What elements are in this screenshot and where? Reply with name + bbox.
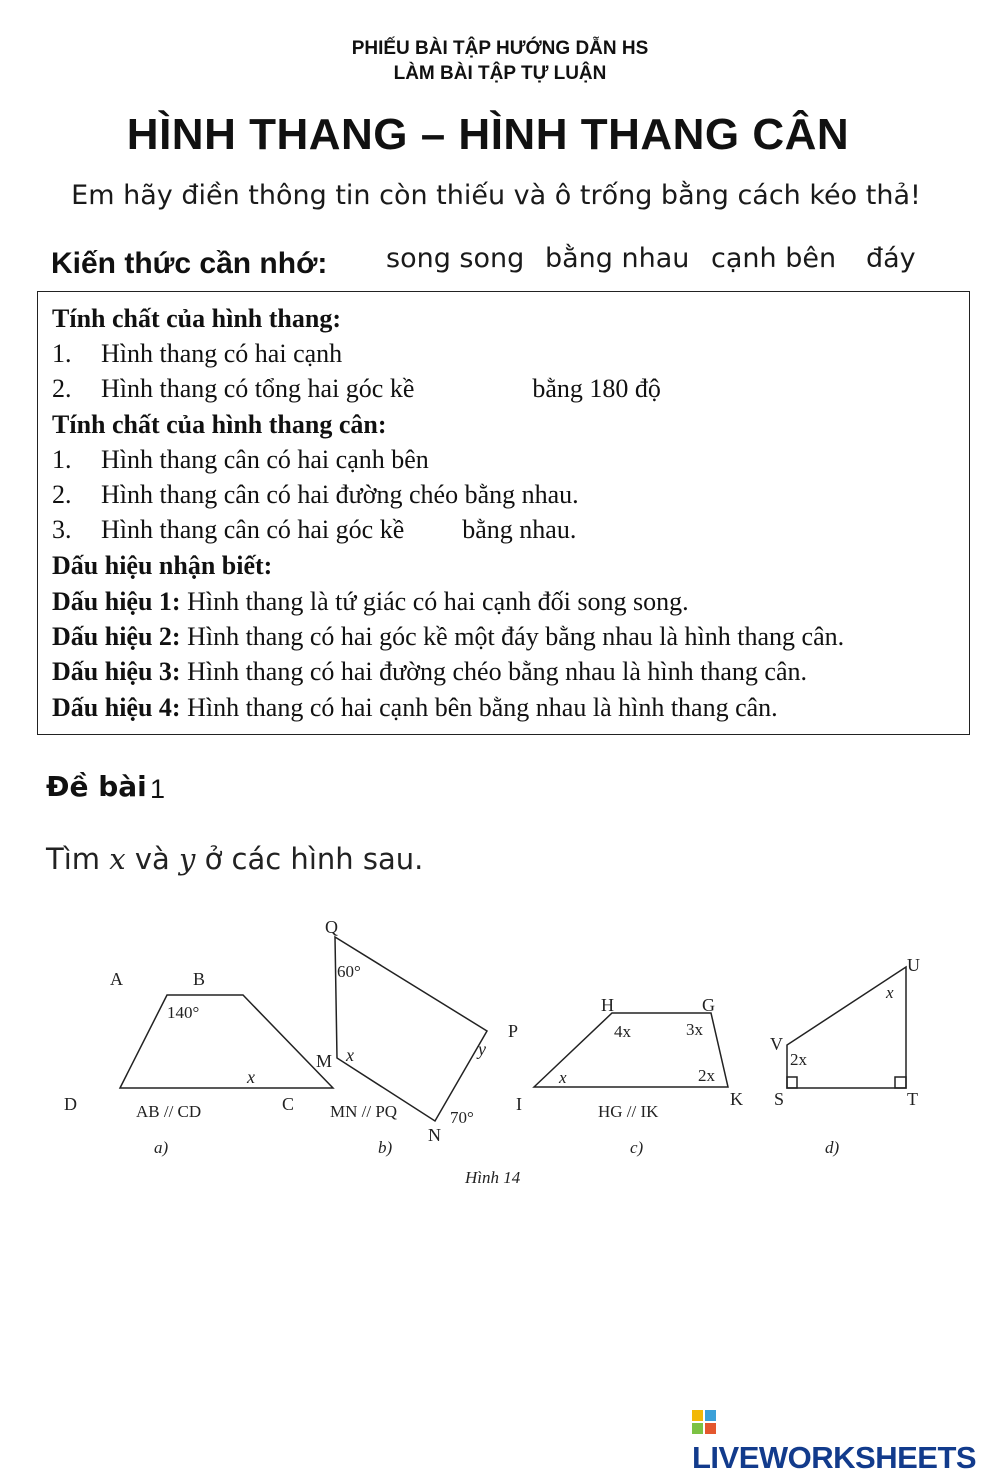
isosceles-property-3: 3. Hình thang cân có hai góc kề bằng nhau.	[52, 515, 577, 544]
exercise-number: 1	[150, 774, 166, 804]
exercise-heading: Đề bài	[46, 770, 147, 803]
label-v: V	[770, 1034, 783, 1054]
label-m: M	[316, 1051, 333, 1071]
caption-c: c)	[630, 1138, 644, 1157]
note-mn-pq: MN // PQ	[330, 1102, 398, 1121]
property-1: 1. Hình thang có hai cạnh	[52, 337, 499, 371]
sign-2: Dấu hiệu 2: Hình thang có hai góc kề một đáy bằng nhau là hình thang cân.	[52, 622, 845, 651]
label-n: N	[428, 1125, 441, 1145]
isosceles-property-2: 2. Hình thang cân có hai đường chéo bằng nhau.	[52, 480, 579, 509]
sign-1: Dấu hiệu 1: Hình thang là tứ giác có hai cạnh đối song song.	[52, 587, 689, 616]
label-b: B	[193, 969, 206, 989]
note-ab-cd: AB // CD	[136, 1102, 202, 1121]
label-g: G	[702, 995, 715, 1015]
header-line-2: LÀM BÀI TẬP TỰ LUẬN	[393, 63, 607, 84]
sign-3: Dấu hiệu 3: Hình thang có hai đường chéo bằng nhau là hình thang cân.	[52, 657, 807, 686]
angle-p-value: y	[478, 1039, 486, 1059]
box-heading-properties: Tính chất của hình thang:	[52, 304, 341, 333]
right-angle-mark-t	[895, 1077, 906, 1088]
angle-g-value: 3x	[686, 1020, 703, 1039]
caption-d: d)	[825, 1138, 840, 1157]
drag-chip-song-song[interactable]: song song	[386, 243, 525, 274]
sign-4: Dấu hiệu 4: Hình thang có hai cạnh bên bằng nhau là hình thang cân.	[52, 693, 778, 722]
drop-zone-4[interactable]	[411, 514, 456, 542]
angle-n-value: 70°	[450, 1108, 474, 1127]
angle-c-value: x	[247, 1067, 255, 1087]
trapezoid-abcd	[120, 995, 333, 1088]
box-heading-isosceles: Tính chất của hình thang cân:	[52, 410, 387, 439]
angle-q-value: 60°	[337, 962, 361, 981]
label-p: P	[508, 1021, 519, 1041]
exercise-task: Tìm x và y ở các hình sau.	[46, 842, 424, 876]
label-i: I	[516, 1094, 522, 1114]
caption-b: b)	[378, 1138, 393, 1157]
label-a: A	[110, 969, 123, 989]
property-2: 2. Hình thang có tổng hai góc kề bằng 180 độ	[52, 374, 661, 403]
box-heading-signs: Dấu hiệu nhận biết:	[52, 551, 273, 580]
knowledge-box	[37, 291, 970, 735]
caption-a: a)	[154, 1138, 169, 1157]
label-k: K	[730, 1089, 743, 1109]
angle-k-value: 2x	[698, 1066, 715, 1085]
right-angle-mark-s	[787, 1077, 797, 1088]
label-d: D	[64, 1094, 77, 1114]
figure-caption: Hình 14	[465, 1168, 521, 1187]
drag-chip-day[interactable]: đáy	[866, 243, 916, 274]
label-q: Q	[325, 917, 338, 937]
knowledge-label: Kiến thức cần nhớ:	[51, 247, 328, 280]
header-line-1: PHIẾU BÀI TẬP HƯỚNG DẪN HS	[351, 38, 649, 59]
label-s: S	[774, 1089, 785, 1109]
label-h: H	[601, 995, 614, 1015]
drop-zone-2[interactable]	[421, 373, 526, 401]
figures-hinh-14	[50, 905, 960, 1195]
note-hg-ik: HG // IK	[598, 1102, 659, 1121]
worksheet-title: HÌNH THANG – HÌNH THANG CÂN	[126, 110, 850, 159]
angle-m-value: x	[346, 1045, 354, 1065]
drag-chip-canh-ben[interactable]: cạnh bên	[711, 243, 837, 274]
liveworksheets-logo: LIVEWORKSHEETS	[692, 1404, 1000, 1476]
angle-v-value: 2x	[790, 1050, 807, 1069]
angle-u-value: x	[886, 983, 894, 1002]
liveworksheets-icon	[692, 1410, 716, 1434]
label-t: T	[907, 1089, 918, 1109]
drop-zone-3[interactable]	[435, 444, 585, 472]
label-c: C	[282, 1094, 295, 1114]
angle-i-value: x	[559, 1068, 567, 1087]
drag-chip-bang-nhau[interactable]: bằng nhau	[545, 243, 690, 274]
drop-zone-1[interactable]	[349, 338, 499, 366]
angle-b-value: 140°	[167, 1003, 200, 1022]
label-u: U	[907, 955, 920, 975]
isosceles-property-1: 1. Hình thang cân có hai cạnh bên	[52, 443, 585, 477]
instruction-text: Em hãy điền thông tin còn thiếu và ô trống bằng cách kéo thả!	[71, 180, 921, 211]
angle-h-value: 4x	[614, 1022, 631, 1041]
